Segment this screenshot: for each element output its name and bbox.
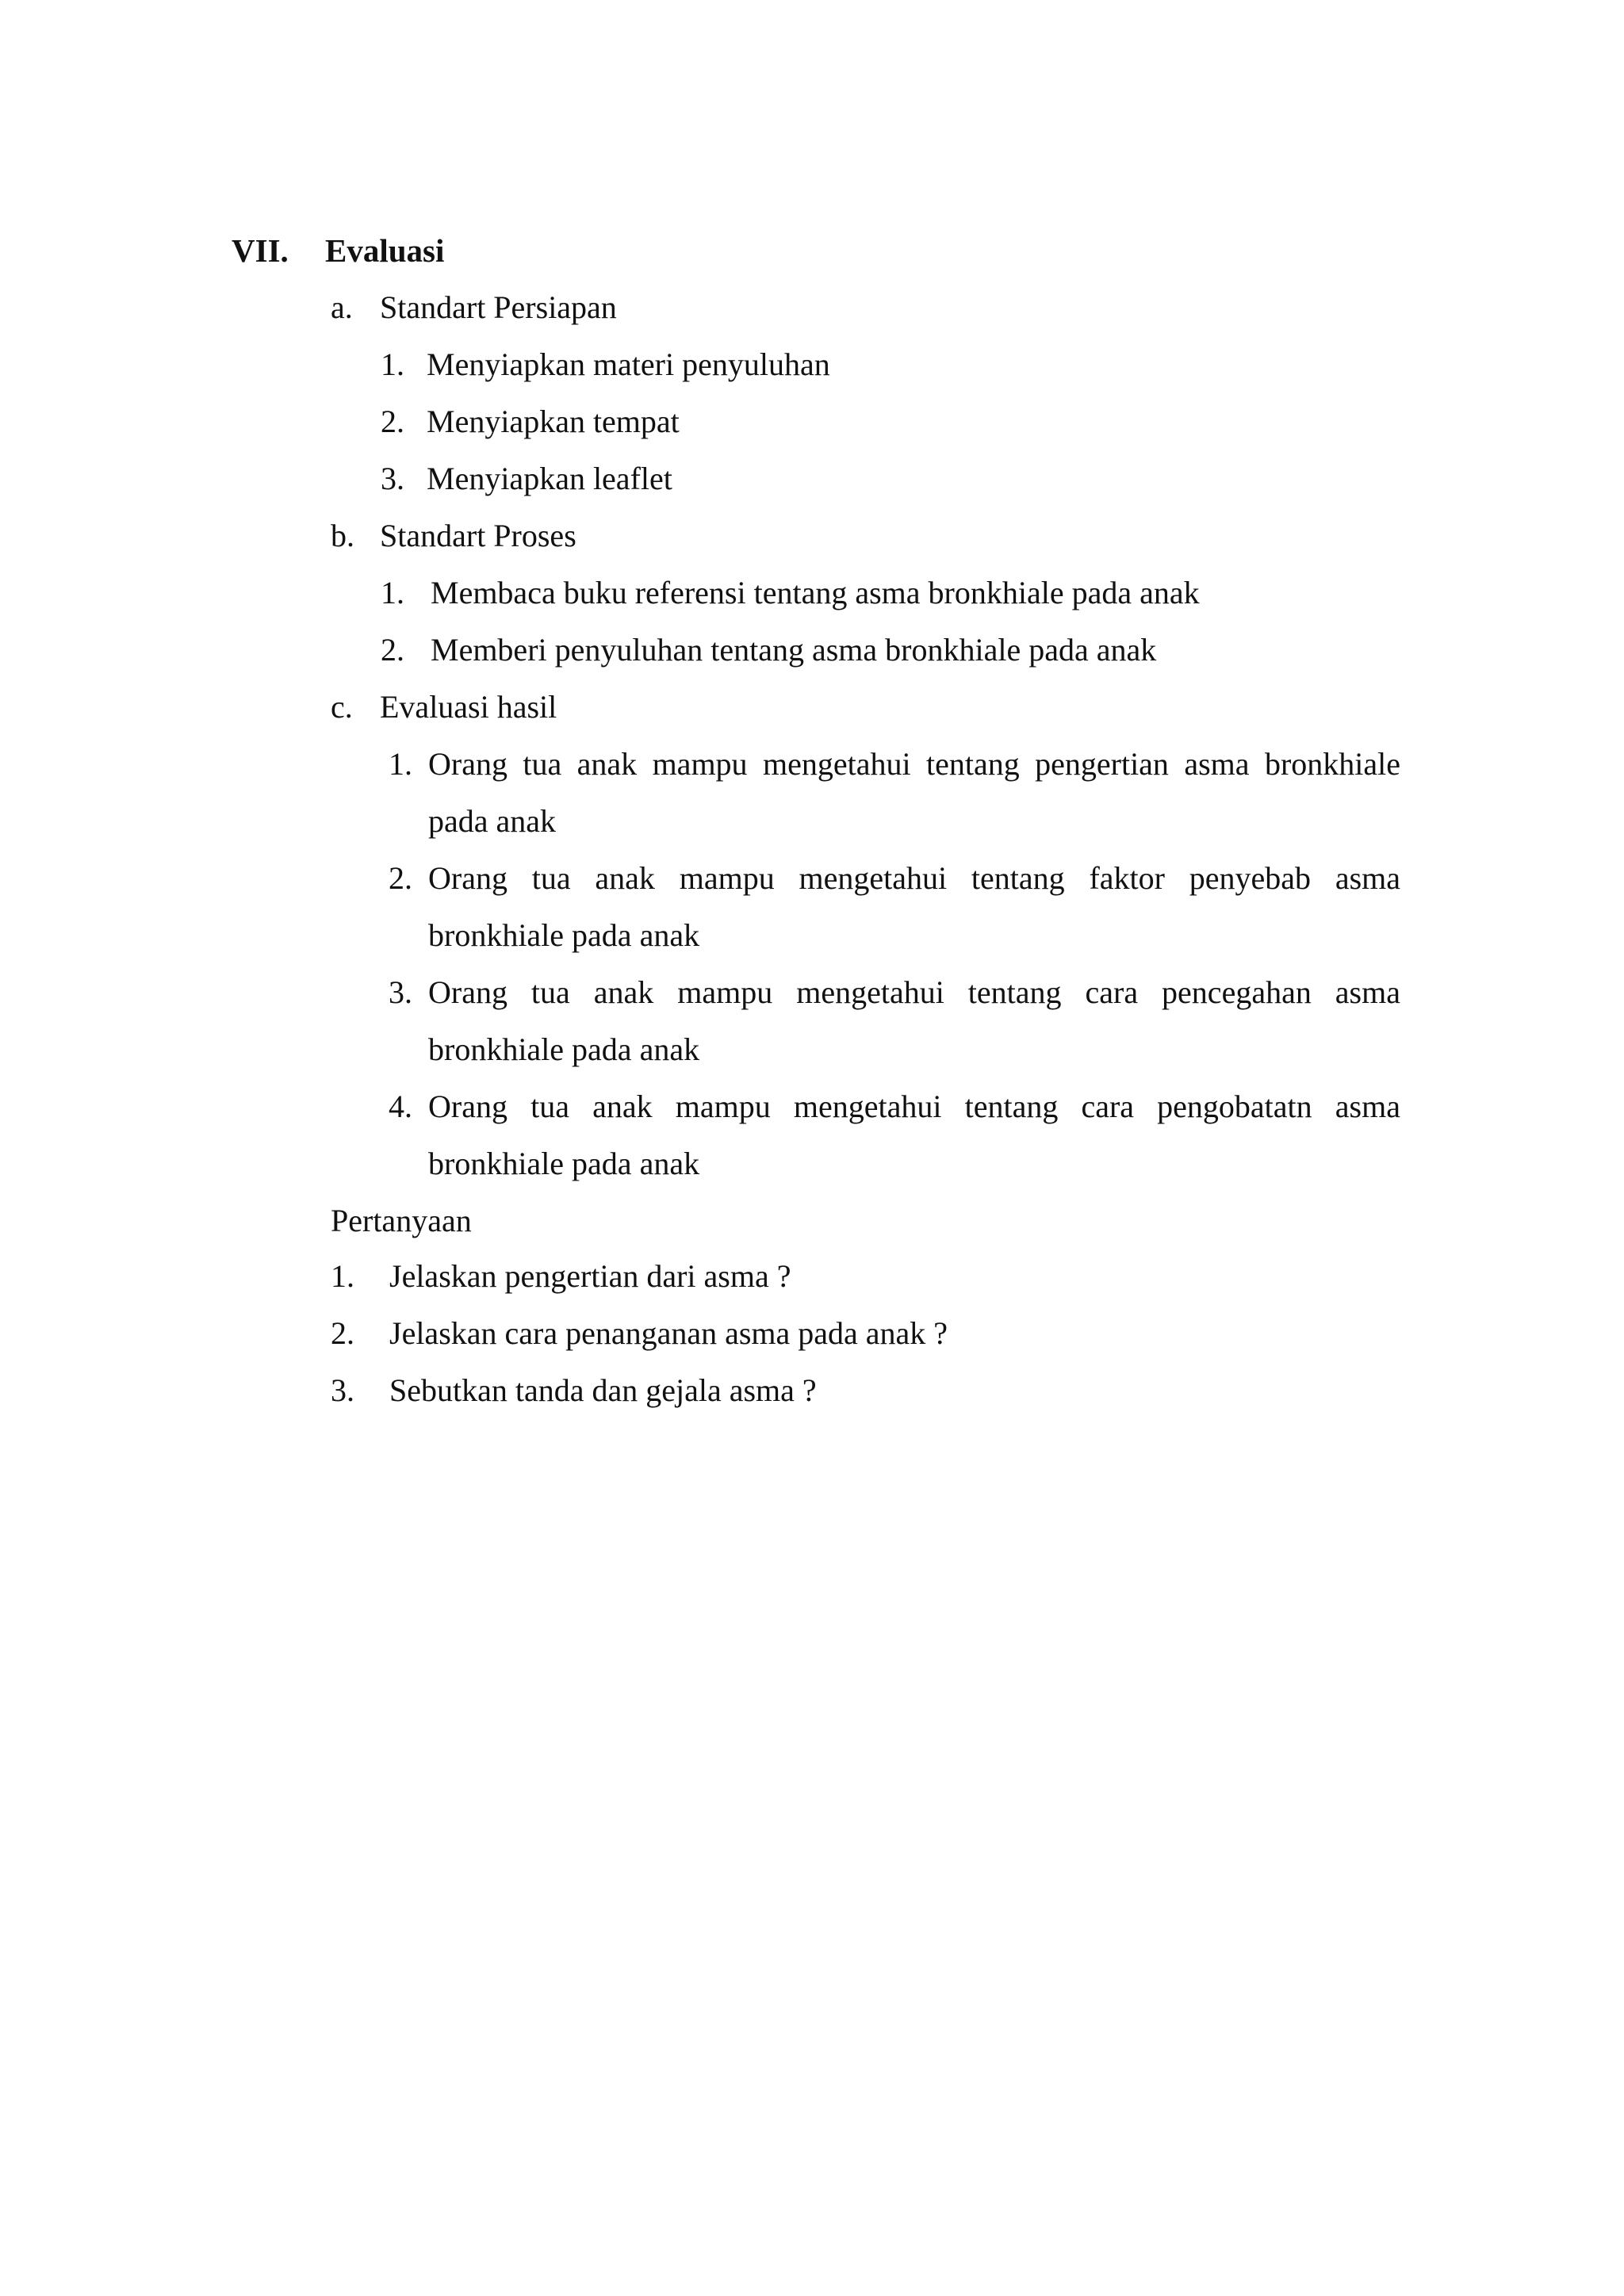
item-text-line: bronkhiale pada anak bbox=[428, 1146, 700, 1181]
item-text: Menyiapkan tempat bbox=[427, 404, 680, 439]
section-number: VII. bbox=[232, 232, 289, 269]
item-marker: 2. bbox=[381, 404, 404, 439]
subsection-marker: c. bbox=[331, 689, 353, 725]
item-text-line: pada anak bbox=[428, 803, 557, 839]
item-marker: 1. bbox=[381, 346, 404, 382]
item-marker: 1. bbox=[381, 575, 404, 610]
item-text-line: bronkhiale pada anak bbox=[428, 917, 700, 953]
item-marker: 2. bbox=[389, 860, 412, 896]
item-text: Membaca buku referensi tentang asma bronkhiale pada anak bbox=[431, 575, 1200, 610]
item-text: Menyiapkan materi penyuluhan bbox=[427, 346, 830, 382]
item-text-line: bronkhiale pada anak bbox=[428, 1031, 700, 1067]
item-marker: 3. bbox=[381, 461, 404, 496]
section-title: Evaluasi bbox=[325, 232, 445, 269]
questions-heading: Pertanyaan bbox=[331, 1203, 472, 1238]
item-text: Menyiapkan leaflet bbox=[427, 461, 672, 496]
question-text: Jelaskan cara penanganan asma pada anak ? bbox=[389, 1315, 948, 1351]
subsection-label: Evaluasi hasil bbox=[380, 689, 557, 725]
item-text-line: Orang tua anak mampu mengetahui tentang faktor penyebab asma bbox=[428, 860, 1400, 896]
item-marker: 4. bbox=[389, 1089, 412, 1124]
question-text: Sebutkan tanda dan gejala asma ? bbox=[389, 1372, 817, 1408]
item-text-line: Orang tua anak mampu mengetahui tentang pengertian asma bronkhiale bbox=[428, 746, 1400, 782]
item-marker: 3. bbox=[389, 974, 412, 1010]
subsection-marker: b. bbox=[331, 518, 354, 553]
item-marker: 1. bbox=[389, 746, 412, 782]
subsection-marker: a. bbox=[331, 289, 353, 325]
item-text-line: Orang tua anak mampu mengetahui tentang cara pengobatatn asma bbox=[428, 1089, 1400, 1124]
question-marker: 3. bbox=[331, 1372, 354, 1408]
item-marker: 2. bbox=[381, 632, 404, 668]
question-text: Jelaskan pengertian dari asma ? bbox=[389, 1258, 791, 1294]
subsection-label: Standart Proses bbox=[380, 518, 576, 553]
item-text-line: Orang tua anak mampu mengetahui tentang cara pencegahan asma bbox=[428, 974, 1400, 1010]
subsection-label: Standart Persiapan bbox=[380, 289, 617, 325]
item-text: Memberi penyuluhan tentang asma bronkhiale pada anak bbox=[431, 632, 1157, 668]
question-marker: 1. bbox=[331, 1258, 354, 1294]
question-marker: 2. bbox=[331, 1315, 354, 1351]
